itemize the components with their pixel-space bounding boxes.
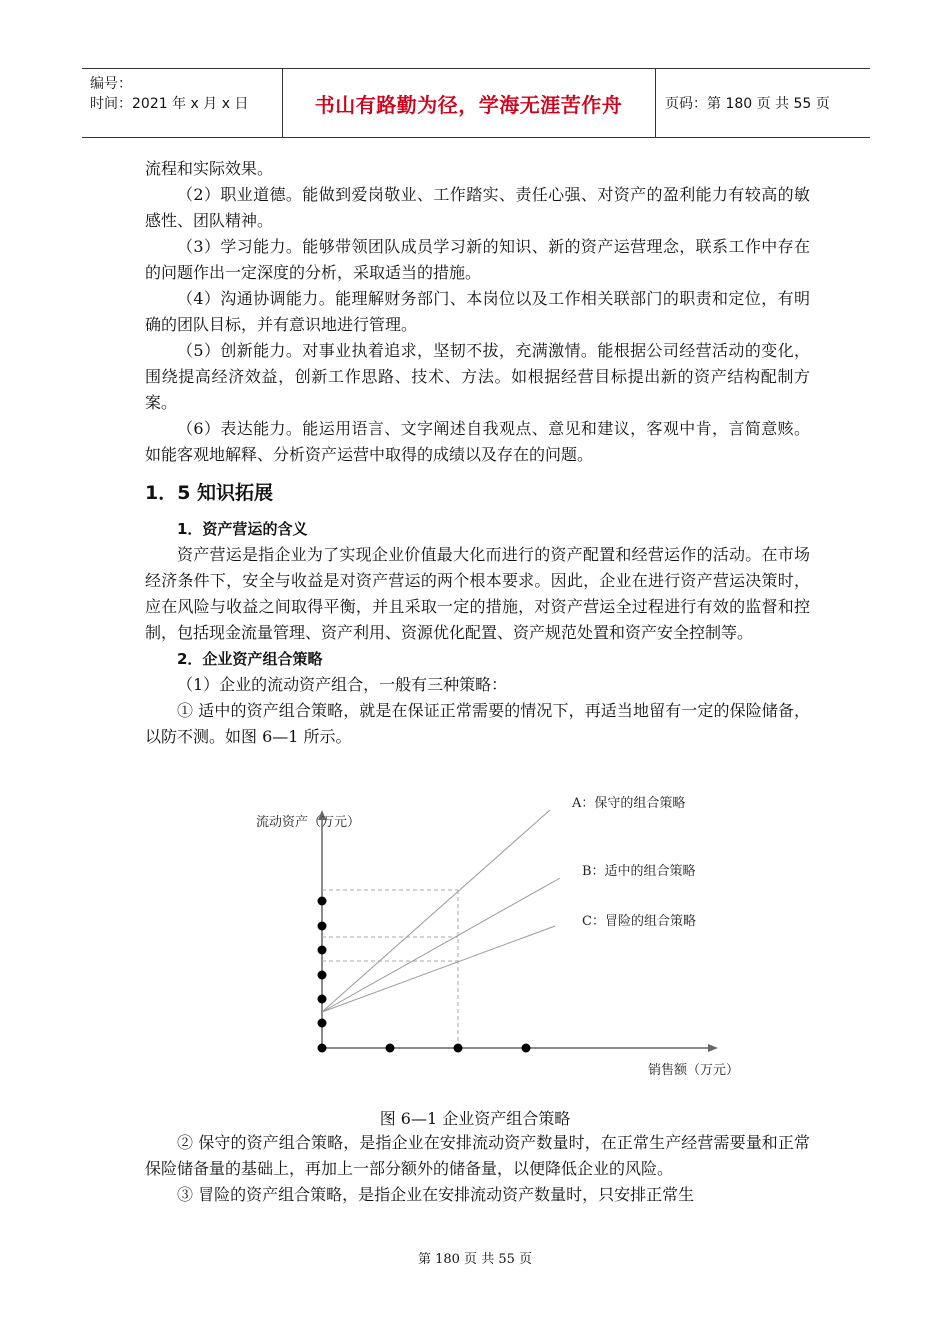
paragraph: ② 保守的资产组合策略，是指企业在安排流动资产数量时，在正常生产经营需要量和正常保险储备量的基础上，再加上一部分额外的储备量，以便降低企业的风险。: [145, 1133, 810, 1178]
paragraph: ① 适中的资产组合策略，就是在保证正常需要的情况下，再适当地留有一定的保险储备，以防不测。如图 6—1 所示。: [145, 701, 810, 746]
paragraph: （1）企业的流动资产组合，一般有三种策略：: [177, 675, 508, 694]
x-marker: [386, 1044, 395, 1053]
motto-text: 书山有路勤为径，学海无涯苦作舟: [314, 92, 623, 117]
main-text-bottom: [145, 1130, 810, 1208]
page-footer: 第 180 页 共 55 页: [417, 1252, 533, 1267]
x-marker: [522, 1044, 531, 1053]
legend-b: B：适中的组合策略: [582, 864, 696, 879]
page-header: [82, 68, 870, 138]
paragraph: （3）学习能力。能够带领团队成员学习新的知识、新的资产运营理念，联系工作中存在的问题作出一定深度的分析，采取适当的措施。: [145, 237, 810, 282]
paragraph: ③ 冒险的资产组合策略，是指企业在安排流动资产数量时，只安排正常生: [177, 1185, 695, 1204]
series-line-b: [322, 878, 560, 1012]
paragraph: 流程和实际效果。: [145, 159, 274, 178]
paragraph: （6）表达能力。能运用语言、文字阐述自我观点、意见和建议，客观中肯，言简意赅。如能客观地解释、分析资产运营中取得的成绩以及存在的问题。: [145, 419, 810, 464]
time-label: 时间：2021 年 x 月 x 日: [90, 96, 249, 112]
paragraph: （4）沟通协调能力。能理解财务部门、本岗位以及工作相关联部门的职责和定位，有明确的团队目标，并有意识地进行管理。: [145, 289, 810, 334]
asset-portfolio-chart: [200, 780, 800, 1130]
paragraph: （5）创新能力。对事业执着追求，坚韧不拔，充满激情。能根据公司经营活动的变化，围绕提高经济效益，创新工作思路、技术、方法。如根据经营目标提出新的资产结构配制方案。: [145, 341, 810, 412]
header-page-cell: [655, 69, 870, 137]
legend-a: A：保守的组合策略: [572, 796, 686, 811]
y-marker: [318, 946, 327, 955]
main-text-top: [145, 156, 810, 750]
subsection-title: 1．资产营运的含义: [177, 520, 308, 538]
paragraph: （2）职业道德。能做到爱岗敬业、工作踏实、责任心强、对资产的盈利能力有较高的敏感性、团队精神。: [145, 185, 810, 230]
code-label: 编号：: [90, 76, 132, 92]
origin-marker: [318, 1044, 327, 1053]
page-code: 页码：第 180 页 共 55 页: [665, 96, 830, 112]
figure-caption: 图 6—1 企业资产组合策略: [379, 1109, 571, 1128]
y-axis-label: 流动资产（万元）: [256, 815, 361, 830]
series-line-a: [322, 810, 550, 1012]
header-motto-cell: [282, 69, 656, 137]
y-marker: [318, 995, 327, 1004]
x-axis-label: 销售额（万元）: [648, 1063, 740, 1078]
subsection-title: 2．企业资产组合策略: [177, 650, 323, 668]
y-marker: [318, 922, 327, 931]
paragraph: 资产营运是指企业为了实现企业价值最大化而进行的资产配置和经营运作的活动。在市场经济条件下，安全与收益是对资产营运的两个根本要求。因此，企业在进行资产营运决策时，应在风险与收益之间取得平衡，并且采取一定的措施，对资产营运全过程进行有效的监督和控制，包括现金流量管理、资产利用、资源优化配置、资产规范处置和资产安全控制等。: [145, 545, 810, 642]
header-meta: [82, 69, 283, 137]
y-marker: [318, 971, 327, 980]
x-axis-arrow: [708, 1044, 718, 1052]
legend-c: C：冒险的组合策略: [582, 914, 696, 929]
series-line-c: [322, 926, 555, 1012]
section-title: 1．5 知识拓展: [145, 482, 274, 504]
y-marker: [318, 897, 327, 906]
x-marker: [454, 1044, 463, 1053]
y-marker: [318, 1019, 327, 1028]
